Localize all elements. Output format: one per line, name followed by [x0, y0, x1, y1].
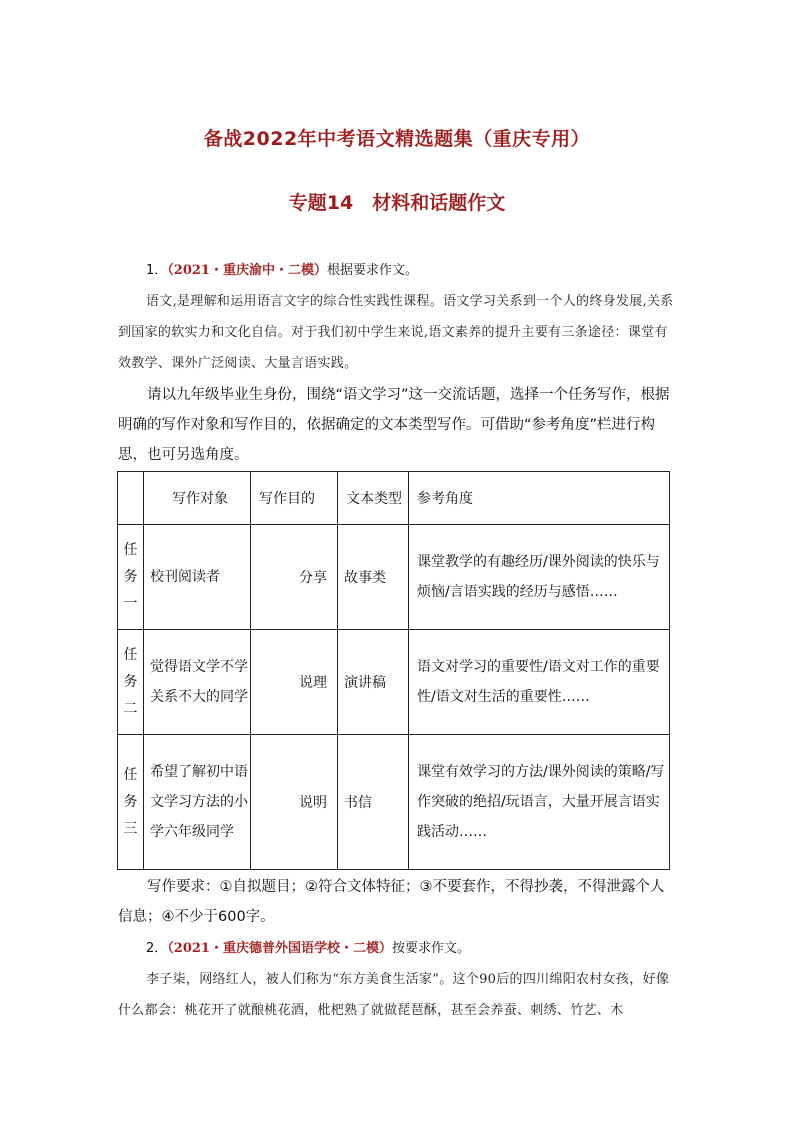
question-1-task-intro: 请以九年级毕业生身份，围绕“语文学习”这一交流话题，选择一个任务写作，根据明确的写作对象和写作目的，依据确定的文本类型写作。可借助“参考角度”栏进行构思，也可另选角度。 [118, 387, 670, 463]
writing-purpose: 分享 [251, 525, 338, 630]
table-header-row [118, 472, 670, 525]
question-source: （2021・重庆德普外国语学校・二模） [167, 941, 392, 956]
text-type: 故事类 [338, 525, 409, 630]
table-header-cell: 写作对象 [144, 472, 251, 525]
table-header-cell: 文本类型 [338, 472, 409, 525]
writing-purpose: 说理 [251, 630, 338, 735]
question-2-material: 李子柒，网络红人，被人们称为“东方美食生活家”。这个90后的四川绵阳农村女孩，好像什么都会：桃花开了就酿桃花酒，枇杷熟了就做琵琶酥，甚至会养蚕、刺绣、竹艺、木 [118, 972, 670, 1018]
question-1-heading [146, 259, 418, 278]
table-row [118, 630, 670, 735]
table-header-cell: 参考角度 [409, 472, 670, 525]
writing-target: 希望了解初中语文学习方法的小学六年级同学 [144, 735, 251, 870]
text-type: 书信 [338, 735, 409, 870]
task-label: 任务一 [118, 525, 144, 630]
question-source: （2021・重庆渝中・二模） [167, 263, 327, 278]
writing-task-table [117, 471, 670, 870]
table-row [118, 735, 670, 870]
writing-purpose: 说明 [251, 735, 338, 870]
question-1-requirements: 写作要求：①自拟题目；②符合文体特征；③不要套作，不得抄袭，不得泄露个人信息；④不少于600字。 [118, 879, 665, 925]
task-label: 任务二 [118, 630, 144, 735]
writing-target: 觉得语文学不学关系不大的同学 [144, 630, 251, 735]
writing-target: 校刊阅读者 [144, 525, 251, 630]
question-number: 1． [146, 263, 168, 278]
table-row [118, 525, 670, 630]
table-header-cell: 写作目的 [251, 472, 338, 525]
reference-angle: 课堂有效学习的方法/课外阅读的策略/写作突破的绝招/玩语言，大量开展言语实践活动…… [409, 735, 670, 870]
question-1-material: 语文,是理解和运用语言文字的综合性实践性课程。语文学习关系到一个人的终身发展,关系到国家的软实力和文化自信。对于我们初中学生来说,语文素养的提升主要有三条途径：课堂有效教学、课外广泛阅读、大量言语实践。 [118, 294, 674, 371]
question-instruction: 按要求作文。 [391, 941, 470, 956]
question-2-heading [146, 937, 470, 956]
document-subtitle: 专题14 材料和话题作文 [288, 192, 506, 214]
reference-angle: 课堂教学的有趣经历/课外阅读的快乐与烦恼/言语实践的经历与感悟…… [409, 525, 670, 630]
question-number: 2． [146, 941, 168, 956]
task-label: 任务三 [118, 735, 144, 870]
reference-angle: 语文对学习的重要性/语文对工作的重要性/语文对生活的重要性…… [409, 630, 670, 735]
text-type: 演讲稿 [338, 630, 409, 735]
document-title: 备战2022年中考语文精选题集（重庆专用） [203, 128, 591, 150]
question-instruction: 根据要求作文。 [326, 263, 418, 278]
